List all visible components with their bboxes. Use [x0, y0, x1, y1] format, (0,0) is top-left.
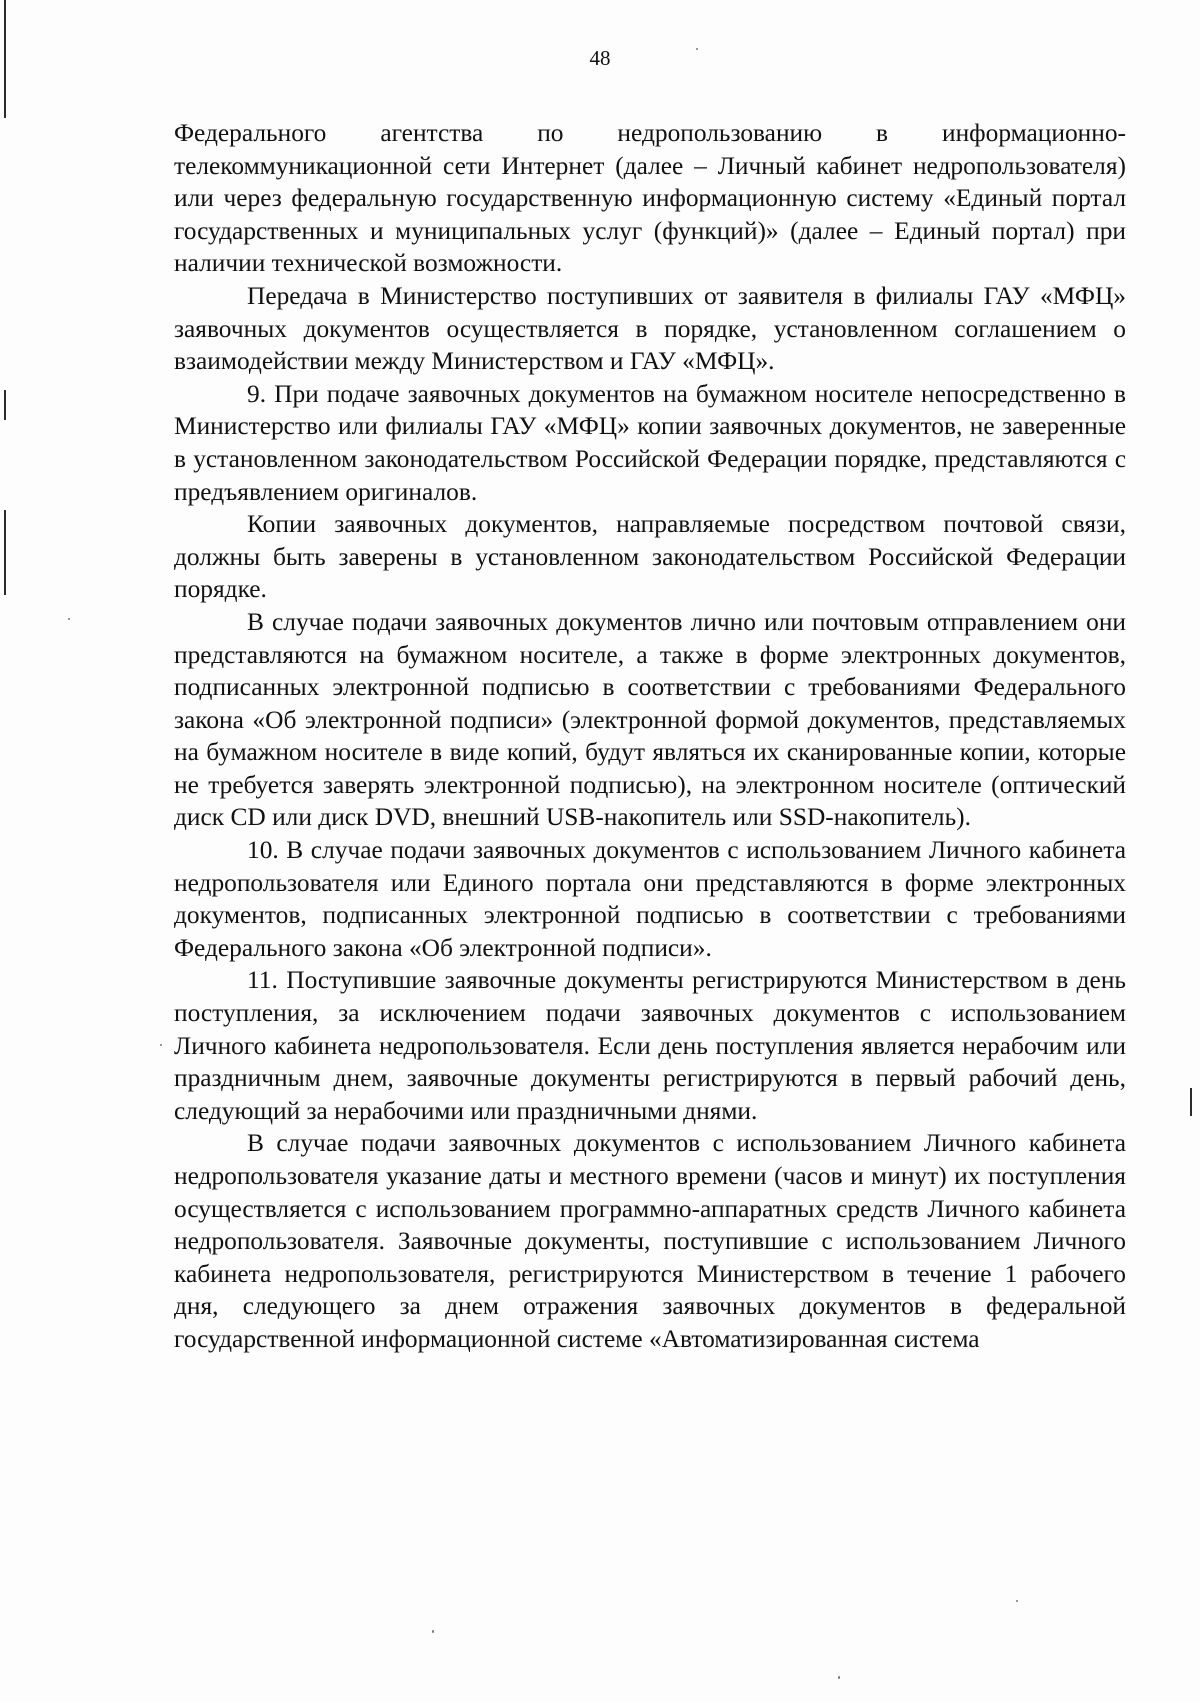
- scan-edge-mark: [4, 510, 6, 595]
- document-body: [174, 117, 1126, 1356]
- scan-edge-mark: [1190, 1088, 1192, 1116]
- scan-dust: [68, 618, 70, 620]
- paragraph-item-11: 11. Поступившие заявочные документы регистрируются Министерством в день поступления, за исключением подачи заявочных документов с использованием Личного кабинета недропользователя. Если день поступления является нерабочим или праздничным днем, заявочные документы регистрируются в первый рабочий день, следующий за нерабочими или праздничными днями.: [174, 966, 1126, 1125]
- scan-dust: [1016, 1600, 1018, 1602]
- scan-dust: [160, 1044, 162, 1046]
- scan-dust: [838, 1676, 840, 1679]
- paragraph-continuation: Федерального агентства по недропользованию в информационно-телекоммуникационной сети Интернет (далее – Личный кабинет недропользователя) или через федеральную государственную информационную систему «Единый портал государственных и муниципальных услуг (функций)» (далее – Единый портал) при наличии технической возможности.: [174, 119, 1126, 278]
- page-number: 48: [589, 46, 611, 70]
- paragraph-personal-submission: В случае подачи заявочных документов лично или почтовым отправлением они представляются на бумажном носителе, а также в форме электронных документов, подписанных электронной подписью в соответствии с требованиями Федерального закона «Об электронной подписи» (электронной формой документов, представляемых на бумажном носителе в виде копий, будут являться их сканированные копии, которые не требуется заверять электронной подписью), на электронном носителе (оптический диск CD или диск DVD, внешний USB-накопитель или SSD-накопитель).: [174, 607, 1126, 832]
- paragraph-mfc-transfer: Передача в Министерство поступивших от заявителя в филиалы ГАУ «МФЦ» заявочных документов осуществляется в порядке, установленном соглашением о взаимодействии между Министерством и ГАУ «МФЦ».: [174, 281, 1126, 376]
- paragraph-item-10: 10. В случае подачи заявочных документов с использованием Личного кабинета недропользователя или Единого портала они представляются в форме электронных документов, подписанных электронной подписью в соответствии с требованиями Федерального закона «Об электронной подписи».: [174, 836, 1126, 962]
- scan-dust: [432, 1630, 434, 1633]
- scan-edge-mark: [4, 390, 6, 420]
- paragraph-postal-copies: Копии заявочных документов, направляемые посредством почтовой связи, должны быть заверены в установленном законодательством Российской Федерации порядке.: [174, 510, 1126, 604]
- paragraph-item-9: 9. При подаче заявочных документов на бумажном носителе непосредственно в Министерство или филиалы ГАУ «МФЦ» копии заявочных документов, не заверенные в установленном законодательством Российской Федерации порядке, представляются с предъявлением оригиналов.: [174, 379, 1126, 506]
- paragraph-electronic-registration: В случае подачи заявочных документов с использованием Личного кабинета недропользователя указание даты и местного времени (часов и минут) их поступления осуществляется с использованием программно-аппаратных средств Личного кабинета недропользователя. Заявочные документы, поступившие с использованием Личного кабинета недропользователя, регистрируются Министерством в течение 1 рабочего дня, следующего за днем отражения заявочных документов в федеральной государственной информационной системе «Автоматизированная система: [174, 1129, 1126, 1353]
